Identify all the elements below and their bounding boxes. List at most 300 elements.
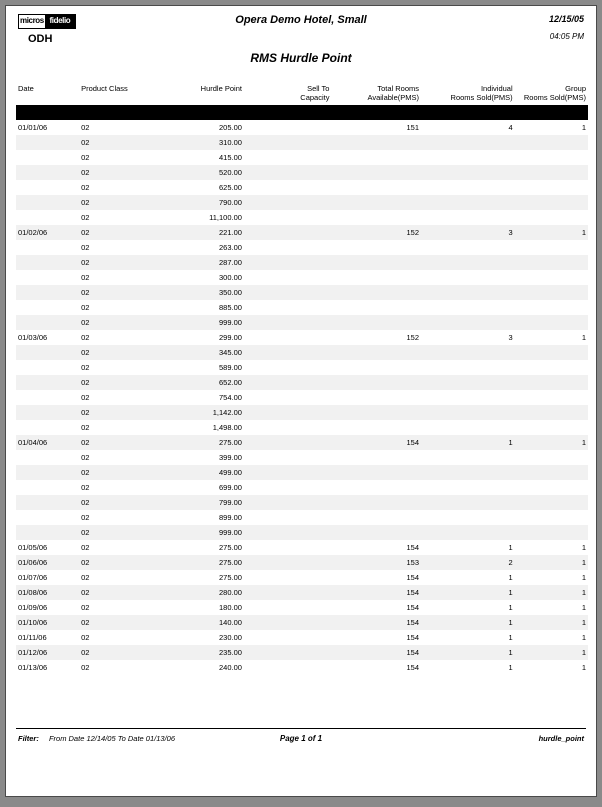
cell-product-class: 02: [79, 120, 164, 135]
cell-group-rooms: [515, 270, 588, 285]
cell-product-class: 02: [79, 360, 164, 375]
cell-sell-to-capacity: [244, 360, 332, 375]
cell-hurdle-point: 300.00: [165, 270, 244, 285]
cell-product-class: 02: [79, 435, 164, 450]
report-table-wrap: [16, 84, 588, 675]
cell-individual-rooms: 1: [421, 660, 515, 675]
table-row: [16, 330, 588, 345]
cell-product-class: 02: [79, 480, 164, 495]
table-header-row: [16, 84, 588, 105]
cell-sell-to-capacity: [244, 495, 332, 510]
table-row: [16, 150, 588, 165]
cell-group-rooms: [515, 150, 588, 165]
cell-hurdle-point: 652.00: [165, 375, 244, 390]
cell-sell-to-capacity: [244, 255, 332, 270]
cell-total-rooms: [331, 525, 421, 540]
column-header-individual-sub: Rooms Sold(PMS): [450, 93, 513, 102]
cell-hurdle-point: 310.00: [165, 135, 244, 150]
cell-total-rooms: [331, 195, 421, 210]
cell-date: 01/02/06: [16, 225, 79, 240]
cell-hurdle-point: 999.00: [165, 525, 244, 540]
cell-group-rooms: [515, 195, 588, 210]
table-row: [16, 225, 588, 240]
cell-individual-rooms: [421, 480, 515, 495]
cell-date: [16, 420, 79, 435]
cell-date: [16, 480, 79, 495]
cell-individual-rooms: [421, 240, 515, 255]
cell-date: [16, 270, 79, 285]
cell-total-rooms: [331, 135, 421, 150]
cell-individual-rooms: 3: [421, 225, 515, 240]
cell-group-rooms: 1: [515, 555, 588, 570]
cell-sell-to-capacity: [244, 510, 332, 525]
cell-date: 01/04/06: [16, 435, 79, 450]
cell-hurdle-point: 345.00: [165, 345, 244, 360]
cell-date: [16, 285, 79, 300]
cell-product-class: 02: [79, 165, 164, 180]
cell-hurdle-point: 999.00: [165, 315, 244, 330]
cell-group-rooms: [515, 255, 588, 270]
cell-individual-rooms: [421, 360, 515, 375]
table-row: [16, 450, 588, 465]
cell-hurdle-point: 275.00: [165, 555, 244, 570]
cell-sell-to-capacity: [244, 390, 332, 405]
cell-product-class: 02: [79, 585, 164, 600]
table-row: [16, 240, 588, 255]
cell-individual-rooms: 1: [421, 435, 515, 450]
cell-group-rooms: [515, 495, 588, 510]
cell-hurdle-point: 240.00: [165, 660, 244, 675]
table-row: [16, 270, 588, 285]
cell-total-rooms: 154: [331, 600, 421, 615]
cell-hurdle-point: 263.00: [165, 240, 244, 255]
footer-divider: [16, 728, 586, 729]
cell-product-class: 02: [79, 555, 164, 570]
cell-individual-rooms: [421, 510, 515, 525]
cell-total-rooms: 154: [331, 570, 421, 585]
table-row: [16, 660, 588, 675]
cell-group-rooms: [515, 345, 588, 360]
cell-total-rooms: 154: [331, 540, 421, 555]
cell-hurdle-point: 1,142.00: [165, 405, 244, 420]
cell-group-rooms: [515, 360, 588, 375]
column-header-total-rooms-label: Total Rooms: [377, 84, 420, 93]
cell-total-rooms: [331, 300, 421, 315]
cell-sell-to-capacity: [244, 570, 332, 585]
cell-date: [16, 510, 79, 525]
column-header-product-class-label: Product Class: [81, 84, 128, 93]
cell-date: [16, 405, 79, 420]
cell-total-rooms: [331, 150, 421, 165]
property-code: ODH: [28, 33, 53, 45]
cell-total-rooms: [331, 510, 421, 525]
cell-hurdle-point: 205.00: [165, 120, 244, 135]
cell-group-rooms: 1: [515, 120, 588, 135]
cell-hurdle-point: 235.00: [165, 645, 244, 660]
column-header-hurdle-point-label: Hurdle Point: [200, 84, 242, 93]
cell-total-rooms: [331, 480, 421, 495]
cell-product-class: 02: [79, 195, 164, 210]
cell-individual-rooms: [421, 315, 515, 330]
cell-product-class: 02: [79, 465, 164, 480]
hotel-name: Opera Demo Hotel, Small: [235, 14, 367, 26]
table-body: [16, 120, 588, 675]
table-row: [16, 375, 588, 390]
cell-product-class: 02: [79, 390, 164, 405]
cell-sell-to-capacity: [244, 540, 332, 555]
cell-individual-rooms: [421, 450, 515, 465]
cell-individual-rooms: [421, 345, 515, 360]
cell-product-class: 02: [79, 510, 164, 525]
cell-hurdle-point: 275.00: [165, 570, 244, 585]
report-page: [5, 5, 597, 797]
table-row: [16, 525, 588, 540]
cell-sell-to-capacity: [244, 645, 332, 660]
cell-product-class: 02: [79, 315, 164, 330]
cell-date: [16, 345, 79, 360]
cell-group-rooms: [515, 480, 588, 495]
cell-product-class: 02: [79, 570, 164, 585]
cell-group-rooms: 1: [515, 630, 588, 645]
cell-sell-to-capacity: [244, 405, 332, 420]
cell-sell-to-capacity: [244, 315, 332, 330]
cell-hurdle-point: 180.00: [165, 600, 244, 615]
cell-individual-rooms: [421, 255, 515, 270]
cell-total-rooms: 154: [331, 615, 421, 630]
column-header-sell-to-label: Sell To: [307, 84, 330, 93]
cell-hurdle-point: 415.00: [165, 150, 244, 165]
cell-product-class: 02: [79, 330, 164, 345]
cell-sell-to-capacity: [244, 660, 332, 675]
table-row: [16, 420, 588, 435]
cell-sell-to-capacity: [244, 525, 332, 540]
cell-group-rooms: [515, 405, 588, 420]
cell-total-rooms: 154: [331, 630, 421, 645]
cell-date: 01/06/06: [16, 555, 79, 570]
logo-text-micros: micros: [19, 15, 45, 28]
cell-group-rooms: [515, 465, 588, 480]
cell-individual-rooms: [421, 285, 515, 300]
cell-individual-rooms: [421, 525, 515, 540]
cell-date: [16, 180, 79, 195]
cell-date: 01/13/06: [16, 660, 79, 675]
cell-date: [16, 360, 79, 375]
cell-date: 01/11/06: [16, 630, 79, 645]
cell-product-class: 02: [79, 525, 164, 540]
cell-total-rooms: [331, 360, 421, 375]
cell-product-class: 02: [79, 210, 164, 225]
cell-sell-to-capacity: [244, 195, 332, 210]
cell-group-rooms: [515, 375, 588, 390]
cell-product-class: 02: [79, 660, 164, 675]
column-header-group-rooms-sold: [515, 84, 588, 105]
cell-individual-rooms: [421, 405, 515, 420]
cell-group-rooms: 1: [515, 540, 588, 555]
cell-total-rooms: [331, 270, 421, 285]
table-row: [16, 645, 588, 660]
footer-report-id: hurdle_point: [538, 734, 584, 743]
cell-date: [16, 300, 79, 315]
cell-individual-rooms: 1: [421, 630, 515, 645]
cell-hurdle-point: 221.00: [165, 225, 244, 240]
cell-date: [16, 375, 79, 390]
page-title: RMS Hurdle Point: [250, 51, 352, 65]
column-header-total-rooms-available: [331, 84, 421, 105]
cell-product-class: 02: [79, 600, 164, 615]
cell-individual-rooms: 1: [421, 600, 515, 615]
cell-sell-to-capacity: [244, 150, 332, 165]
cell-product-class: 02: [79, 645, 164, 660]
cell-date: 01/12/06: [16, 645, 79, 660]
column-header-product-class: [79, 84, 164, 105]
cell-sell-to-capacity: [244, 225, 332, 240]
table-header-rule: [16, 105, 588, 120]
cell-sell-to-capacity: [244, 615, 332, 630]
cell-date: [16, 450, 79, 465]
cell-hurdle-point: 1,498.00: [165, 420, 244, 435]
cell-date: [16, 210, 79, 225]
cell-individual-rooms: 4: [421, 120, 515, 135]
cell-group-rooms: 1: [515, 225, 588, 240]
cell-group-rooms: 1: [515, 570, 588, 585]
cell-date: [16, 135, 79, 150]
table-row: [16, 600, 588, 615]
cell-group-rooms: 1: [515, 600, 588, 615]
cell-product-class: 02: [79, 630, 164, 645]
cell-hurdle-point: 230.00: [165, 630, 244, 645]
table-row: [16, 120, 588, 135]
table-row: [16, 135, 588, 150]
cell-total-rooms: [331, 390, 421, 405]
column-header-sell-to-capacity: [244, 84, 332, 105]
cell-date: [16, 390, 79, 405]
cell-hurdle-point: 589.00: [165, 360, 244, 375]
cell-date: [16, 465, 79, 480]
cell-sell-to-capacity: [244, 630, 332, 645]
cell-sell-to-capacity: [244, 480, 332, 495]
cell-hurdle-point: 399.00: [165, 450, 244, 465]
cell-product-class: 02: [79, 420, 164, 435]
cell-hurdle-point: 899.00: [165, 510, 244, 525]
cell-hurdle-point: 350.00: [165, 285, 244, 300]
table-row: [16, 360, 588, 375]
cell-total-rooms: 154: [331, 645, 421, 660]
cell-total-rooms: [331, 465, 421, 480]
cell-total-rooms: 152: [331, 225, 421, 240]
cell-sell-to-capacity: [244, 555, 332, 570]
footer-filter-text: From Date 12/14/05 To Date 01/13/06: [48, 734, 175, 743]
table-row: [16, 510, 588, 525]
cell-hurdle-point: 280.00: [165, 585, 244, 600]
cell-hurdle-point: 699.00: [165, 480, 244, 495]
cell-sell-to-capacity: [244, 375, 332, 390]
cell-total-rooms: [331, 420, 421, 435]
cell-individual-rooms: 1: [421, 615, 515, 630]
cell-product-class: 02: [79, 225, 164, 240]
cell-individual-rooms: [421, 390, 515, 405]
cell-sell-to-capacity: [244, 285, 332, 300]
cell-product-class: 02: [79, 375, 164, 390]
cell-group-rooms: [515, 300, 588, 315]
cell-date: 01/07/06: [16, 570, 79, 585]
cell-group-rooms: [515, 165, 588, 180]
cell-date: [16, 150, 79, 165]
cell-sell-to-capacity: [244, 435, 332, 450]
cell-sell-to-capacity: [244, 270, 332, 285]
table-row: [16, 435, 588, 450]
table-row: [16, 285, 588, 300]
cell-group-rooms: [515, 180, 588, 195]
cell-sell-to-capacity: [244, 465, 332, 480]
cell-product-class: 02: [79, 495, 164, 510]
cell-group-rooms: 1: [515, 660, 588, 675]
column-header-individual-label: Individual: [480, 84, 513, 93]
cell-sell-to-capacity: [244, 585, 332, 600]
cell-group-rooms: [515, 285, 588, 300]
cell-group-rooms: [515, 240, 588, 255]
cell-product-class: 02: [79, 270, 164, 285]
cell-total-rooms: [331, 210, 421, 225]
cell-total-rooms: [331, 285, 421, 300]
cell-sell-to-capacity: [244, 345, 332, 360]
cell-date: [16, 165, 79, 180]
table-row: [16, 195, 588, 210]
cell-group-rooms: [515, 315, 588, 330]
cell-total-rooms: 154: [331, 435, 421, 450]
cell-date: [16, 315, 79, 330]
cell-sell-to-capacity: [244, 330, 332, 345]
cell-product-class: 02: [79, 135, 164, 150]
cell-product-class: 02: [79, 150, 164, 165]
table-row: [16, 495, 588, 510]
cell-group-rooms: [515, 420, 588, 435]
cell-hurdle-point: 885.00: [165, 300, 244, 315]
cell-product-class: 02: [79, 285, 164, 300]
cell-total-rooms: [331, 240, 421, 255]
cell-group-rooms: 1: [515, 435, 588, 450]
cell-total-rooms: [331, 255, 421, 270]
table-row: [16, 210, 588, 225]
column-header-individual-rooms-sold: [421, 84, 515, 105]
cell-individual-rooms: [421, 375, 515, 390]
cell-hurdle-point: 287.00: [165, 255, 244, 270]
cell-product-class: 02: [79, 345, 164, 360]
table-row: [16, 480, 588, 495]
cell-individual-rooms: 1: [421, 540, 515, 555]
cell-hurdle-point: 625.00: [165, 180, 244, 195]
cell-hurdle-point: 275.00: [165, 435, 244, 450]
cell-date: 01/09/06: [16, 600, 79, 615]
hurdle-point-table: [16, 84, 588, 675]
cell-sell-to-capacity: [244, 135, 332, 150]
cell-individual-rooms: [421, 135, 515, 150]
table-header: [16, 84, 588, 120]
footer-filter-label: Filter:: [18, 734, 39, 743]
cell-total-rooms: 153: [331, 555, 421, 570]
cell-product-class: 02: [79, 405, 164, 420]
cell-individual-rooms: [421, 300, 515, 315]
cell-hurdle-point: 275.00: [165, 540, 244, 555]
cell-group-rooms: 1: [515, 330, 588, 345]
cell-product-class: 02: [79, 240, 164, 255]
cell-group-rooms: 1: [515, 615, 588, 630]
cell-hurdle-point: 754.00: [165, 390, 244, 405]
cell-individual-rooms: [421, 165, 515, 180]
table-row: [16, 630, 588, 645]
logo-text-fidelio: fidelio: [45, 15, 75, 28]
cell-hurdle-point: 520.00: [165, 165, 244, 180]
cell-total-rooms: [331, 405, 421, 420]
cell-individual-rooms: [421, 195, 515, 210]
cell-hurdle-point: 499.00: [165, 465, 244, 480]
table-row: [16, 405, 588, 420]
cell-date: 01/10/06: [16, 615, 79, 630]
table-row: [16, 315, 588, 330]
cell-group-rooms: 1: [515, 585, 588, 600]
cell-product-class: 02: [79, 300, 164, 315]
cell-sell-to-capacity: [244, 600, 332, 615]
table-row: [16, 390, 588, 405]
cell-individual-rooms: [421, 210, 515, 225]
cell-individual-rooms: 1: [421, 585, 515, 600]
cell-individual-rooms: [421, 420, 515, 435]
cell-total-rooms: 152: [331, 330, 421, 345]
cell-hurdle-point: 299.00: [165, 330, 244, 345]
cell-sell-to-capacity: [244, 420, 332, 435]
cell-individual-rooms: 3: [421, 330, 515, 345]
cell-individual-rooms: [421, 180, 515, 195]
cell-product-class: 02: [79, 180, 164, 195]
column-header-group-label: Group: [565, 84, 586, 93]
cell-total-rooms: [331, 345, 421, 360]
footer-page-info: Page 1 of 1: [279, 734, 323, 743]
cell-group-rooms: [515, 390, 588, 405]
cell-sell-to-capacity: [244, 240, 332, 255]
cell-total-rooms: 151: [331, 120, 421, 135]
cell-individual-rooms: 1: [421, 645, 515, 660]
report-time: 04:05 PM: [549, 32, 584, 41]
cell-hurdle-point: 790.00: [165, 195, 244, 210]
table-row: [16, 300, 588, 315]
cell-product-class: 02: [79, 450, 164, 465]
table-row: [16, 180, 588, 195]
cell-date: 01/03/06: [16, 330, 79, 345]
cell-group-rooms: [515, 210, 588, 225]
table-row: [16, 255, 588, 270]
cell-date: [16, 195, 79, 210]
cell-sell-to-capacity: [244, 180, 332, 195]
cell-total-rooms: [331, 315, 421, 330]
cell-date: [16, 525, 79, 540]
table-row: [16, 585, 588, 600]
cell-hurdle-point: 799.00: [165, 495, 244, 510]
cell-hurdle-point: 11,100.00: [165, 210, 244, 225]
column-header-group-sub: Rooms Sold(PMS): [523, 93, 586, 102]
table-row: [16, 165, 588, 180]
cell-product-class: 02: [79, 255, 164, 270]
cell-sell-to-capacity: [244, 300, 332, 315]
column-header-date: [16, 84, 79, 105]
column-header-total-rooms-sub: Available(PMS): [367, 93, 420, 102]
cell-date: [16, 495, 79, 510]
header-divider: [16, 105, 588, 120]
cell-group-rooms: [515, 510, 588, 525]
cell-individual-rooms: [421, 465, 515, 480]
table-row: [16, 345, 588, 360]
column-header-sell-to-sub: Capacity: [300, 93, 330, 102]
cell-date: [16, 240, 79, 255]
column-header-hurdle-point: [165, 84, 244, 105]
